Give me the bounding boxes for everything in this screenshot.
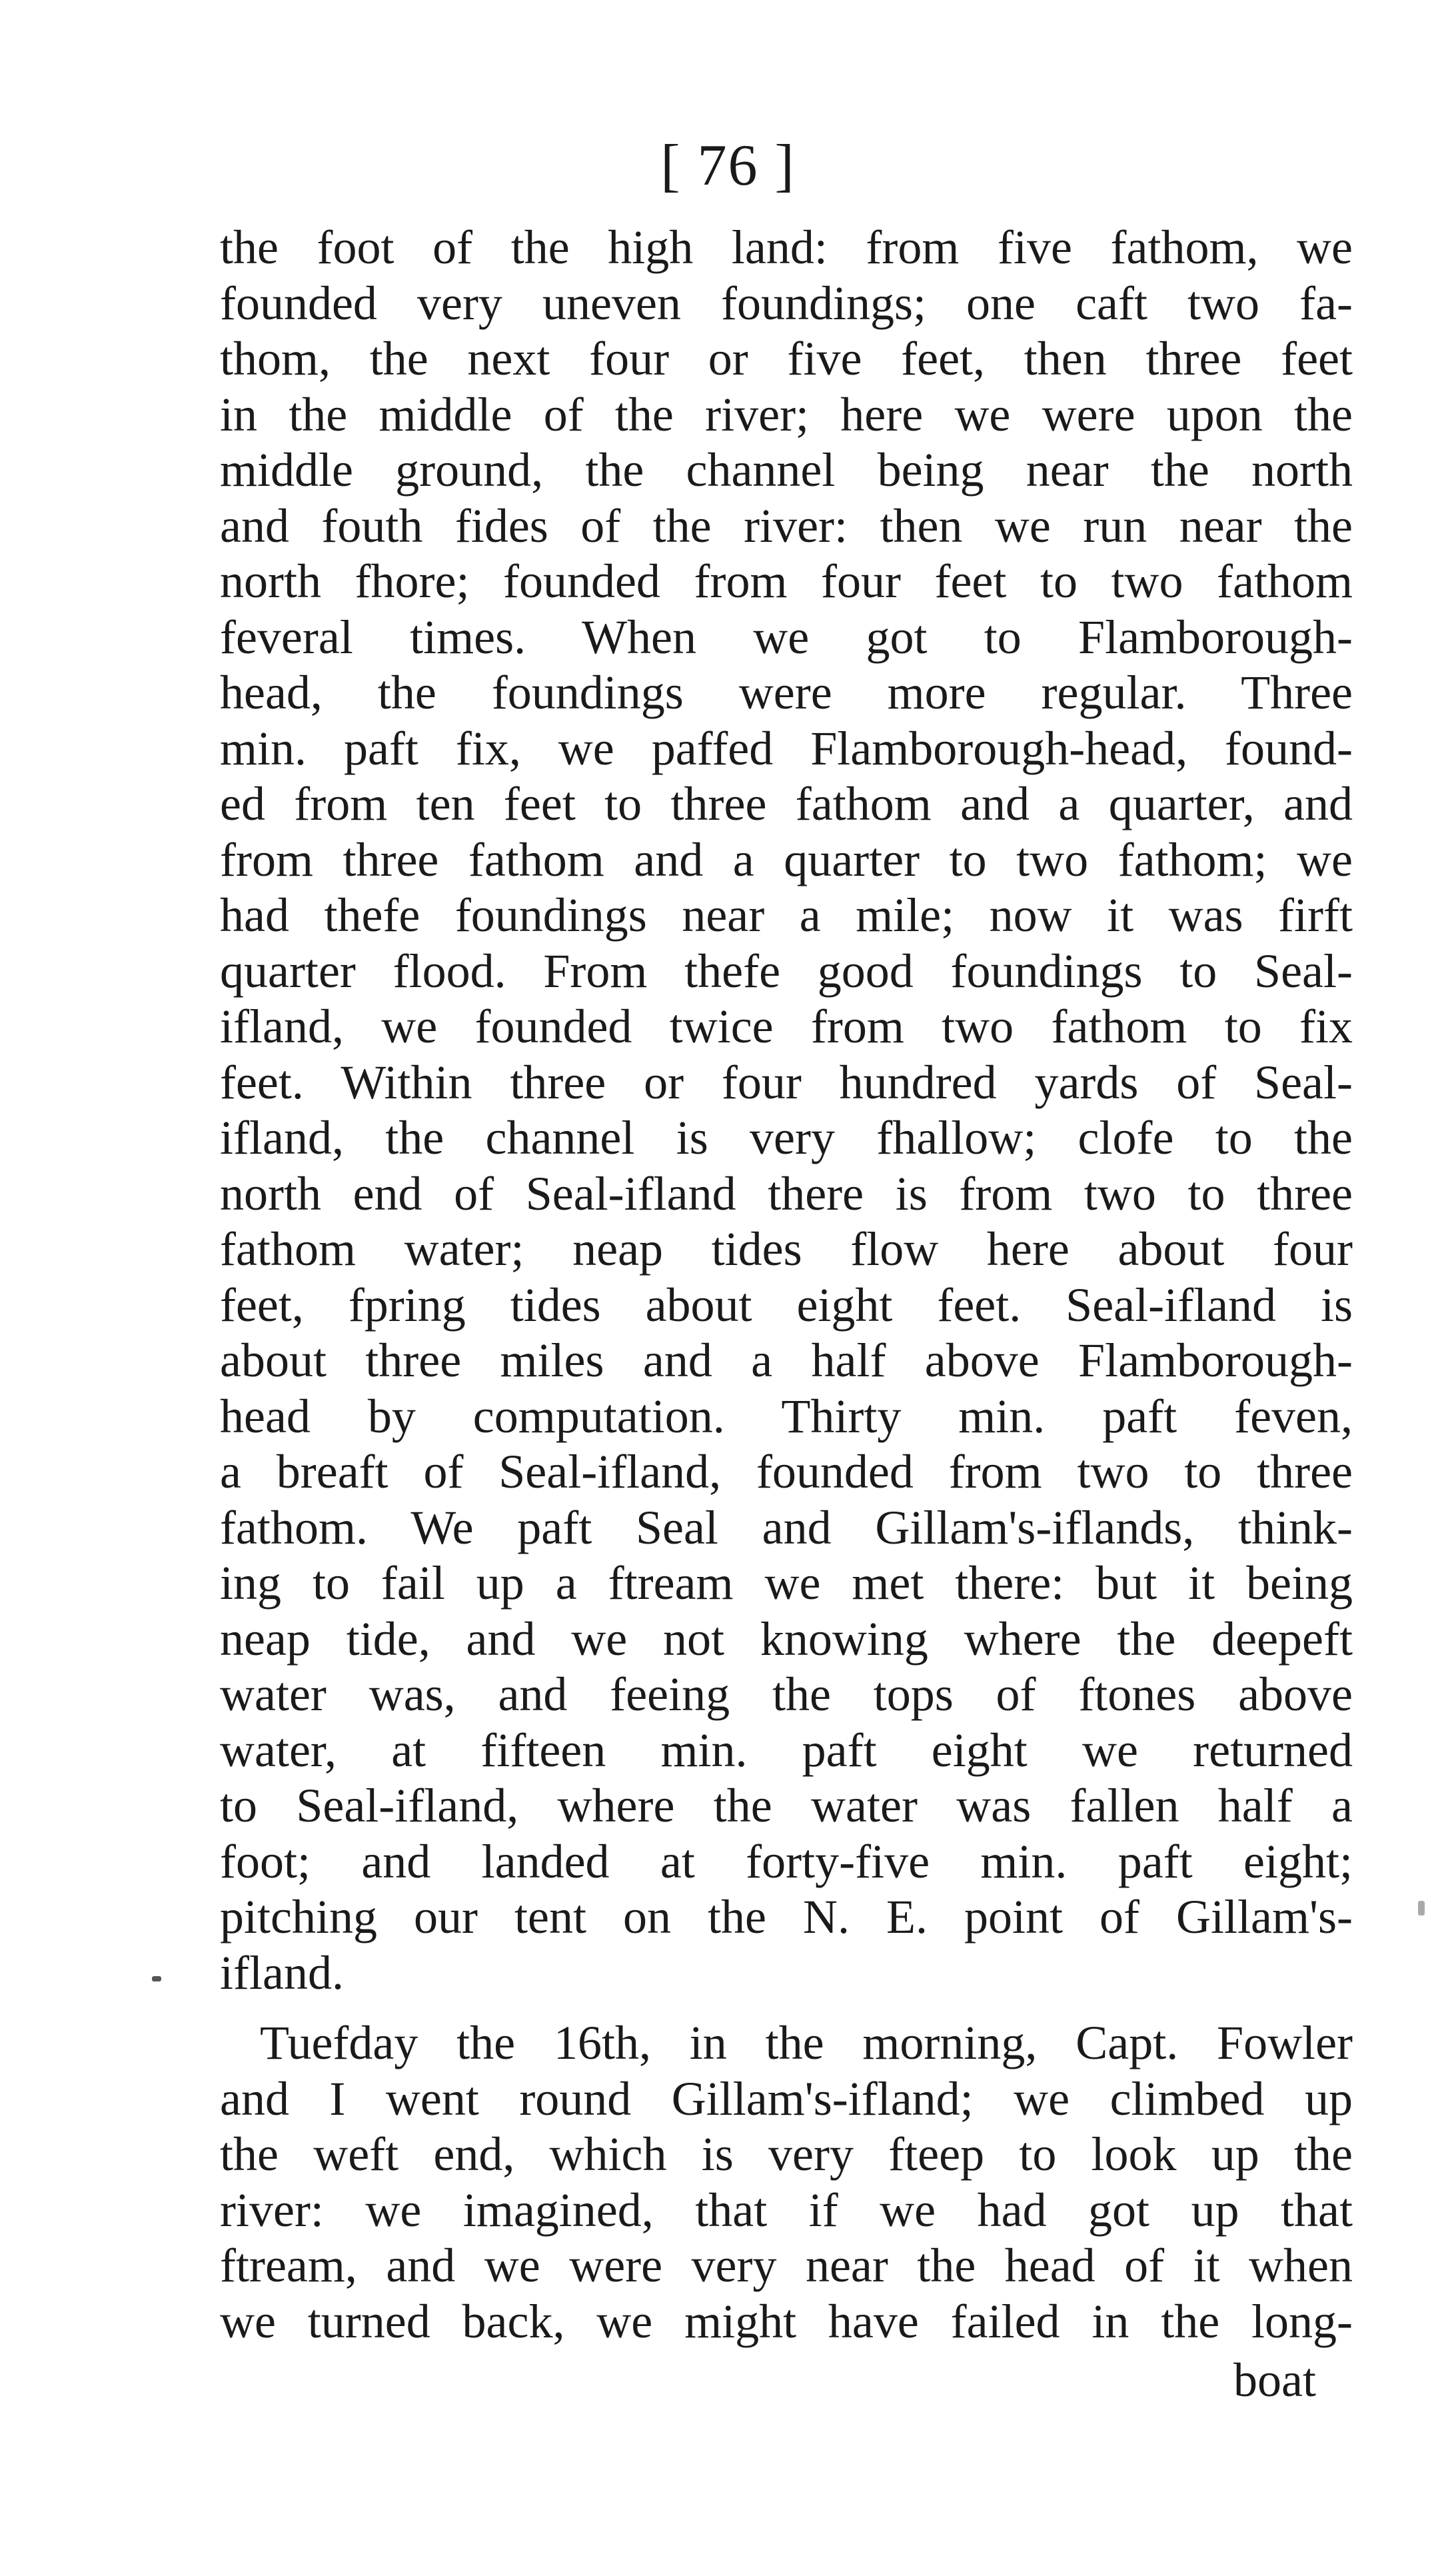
text-line: to Seal-ifland, where the water was fallen half a — [220, 1779, 1353, 1832]
text-line: a breaft of Seal-ifland, founded from two to three — [220, 1445, 1353, 1498]
text-line: north end of Seal-ifland there is from two to three — [220, 1166, 1353, 1220]
text-line: ftream, and we were very near the head of it when — [220, 2239, 1353, 2292]
text-line: ifland, the channel is very fhallow; clofe to the — [220, 1111, 1353, 1164]
text-line: ifland. — [220, 1945, 344, 1999]
text-line: Tuefday the 16th, in the morning, Capt. Fowler — [260, 2016, 1353, 2069]
text-line: ing to fail up a ftream we met there: but it being — [220, 1556, 1353, 1610]
text-line: foot; and landed at forty-five min. paft eight; — [220, 1834, 1353, 1888]
text-line: had thefe foundings near a mile; now it was firft — [220, 888, 1353, 942]
text-line: fathom water; neap tides flow here about four — [220, 1222, 1353, 1276]
text-line: we turned back, we might have failed in the long- — [220, 2294, 1353, 2348]
body-text — [220, 220, 1353, 2349]
text-line: founded very uneven foundings; one caft two fa- — [220, 276, 1353, 330]
text-line: and I went round Gillam's-ifland; we climbed up — [220, 2071, 1353, 2125]
text-line: the foot of the high land: from five fathom, we — [220, 221, 1353, 274]
text-line: fathom. We paft Seal and Gillam's-iflands, think- — [220, 1500, 1353, 1554]
text-line: north fhore; founded from four feet to two fathom — [220, 555, 1353, 608]
paragraph-spacer — [220, 2001, 1353, 2015]
text-line: pitching our tent on the N. E. point of Gillam's- — [220, 1890, 1353, 1943]
text-line: feet, fpring tides about eight feet. Seal-ifland is — [220, 1278, 1353, 1332]
paragraph-1 — [220, 220, 1353, 2001]
text-line: middle ground, the channel being near the north — [220, 443, 1353, 497]
text-line: quarter flood. From thefe good foundings to Seal- — [220, 944, 1353, 998]
text-line: water was, and feeing the tops of ftones above — [220, 1668, 1353, 1721]
text-line: in the middle of the river; here we were upon the — [220, 387, 1353, 441]
text-line: water, at fifteen min. paft eight we returned — [220, 1723, 1353, 1777]
text-line: min. paft fix, we paffed Flamborough-head, found- — [220, 721, 1353, 775]
text-line: from three fathom and a quarter to two fathom; we — [220, 832, 1353, 886]
text-line: the weft end, which is very fteep to look up the — [220, 2127, 1353, 2181]
text-line: and fouth fides of the river: then we run near the — [220, 499, 1353, 553]
text-line: about three miles and a half above Flamborough- — [220, 1334, 1353, 1387]
ink-speck — [152, 1976, 161, 1981]
text-line: feet. Within three or four hundred yards of Seal- — [220, 1055, 1353, 1109]
text-line: head by computation. Thirty min. paft feven, — [220, 1389, 1353, 1443]
ink-speck — [1418, 1901, 1425, 1916]
text-line: river: we imagined, that if we had got up that — [220, 2183, 1353, 2237]
text-line: thom, the next four or five feet, then three feet — [220, 332, 1353, 385]
text-line: feveral times. When we got to Flamborough- — [220, 610, 1353, 664]
catchword: boat — [1233, 2353, 1316, 2407]
page-number: [ 76 ] — [660, 133, 796, 198]
text-line: ed from ten feet to three fathom and a quarter, and — [220, 777, 1353, 830]
paragraph-2 — [220, 2015, 1353, 2349]
text-line: ifland, we founded twice from two fathom to fix — [220, 1000, 1353, 1053]
text-line: head, the foundings were more regular. Three — [220, 666, 1353, 719]
text-line: neap tide, and we not knowing where the deepeft — [220, 1612, 1353, 1666]
